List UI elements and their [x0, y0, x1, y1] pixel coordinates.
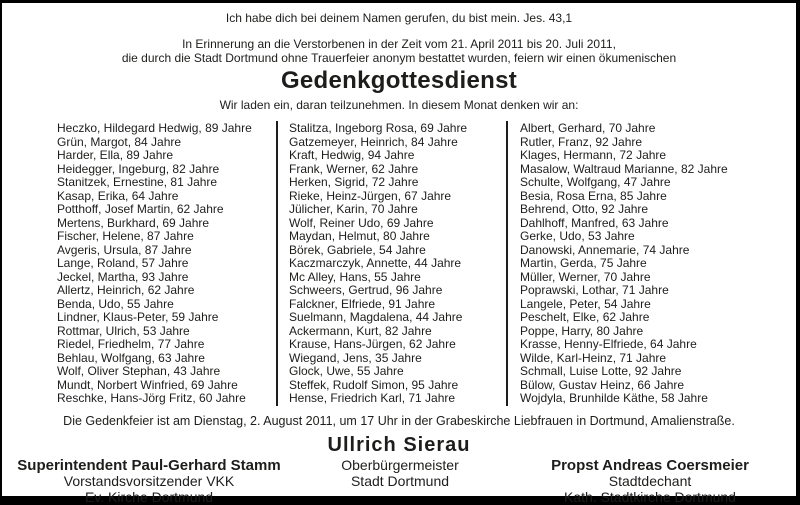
notice-title: Gedenkgottesdienst — [280, 67, 518, 94]
signatory-left — [2, 458, 296, 505]
deceased-entry: Fischer, Helene, 87 Jahre — [57, 229, 194, 243]
deceased-entry: Mertens, Burkhard, 69 Jahre — [57, 215, 210, 230]
signatory-right-org: Kath. Stadtkirche Dortmund — [564, 488, 736, 505]
deceased-entry: Wojdyla, Brunhilde Käthe, 58 Jahre — [520, 391, 708, 405]
deceased-entry: Wolf, Oliver Stephan, 43 Jahre — [57, 364, 221, 378]
deceased-entry: Poprawski, Lothar, 71 Jahre — [520, 283, 669, 297]
deceased-entry: Klages, Hermann, 72 Jahre — [520, 148, 667, 162]
deceased-entry: Kasap, Erika, 64 Jahre — [57, 188, 179, 203]
signatory-center — [296, 458, 504, 505]
deceased-entry: Besia, Rosa Erna, 85 Jahre — [520, 188, 667, 203]
deceased-entry: Heczko, Hildegard Hedwig, 89 Jahre — [57, 121, 252, 135]
deceased-entry: Maydan, Helmut, 80 Jahre — [289, 229, 430, 243]
deceased-entry: Stanitzek, Ernestine, 81 Jahre — [57, 175, 218, 189]
deceased-list — [2, 121, 796, 406]
deceased-entry: Allertz, Heinrich, 62 Jahre — [57, 283, 195, 297]
intro-line-1: In Erinnerung an die Verstorbenen in der Zeit vom 21. April 2011 bis 20. Juli 2011, — [182, 37, 616, 51]
deceased-entry: Wilde, Karl-Heinz, 71 Jahre — [520, 350, 667, 365]
deceased-entry: Albert, Gerhard, 70 Jahre — [520, 121, 656, 135]
deceased-entry: Kraft, Hedwig, 94 Jahre — [289, 148, 415, 162]
signatory-right — [504, 458, 796, 505]
deceased-entry: Gerke, Udo, 53 Jahre — [520, 229, 635, 243]
deceased-entry: Dahlhoff, Manfred, 63 Jahre — [520, 215, 669, 230]
deceased-entry: Wiegand, Jens, 35 Jahre — [289, 350, 422, 365]
signatories-row — [2, 458, 796, 505]
deceased-entry: Rottmar, Ulrich, 53 Jahre — [57, 323, 190, 338]
deceased-entry: Behlau, Wolfgang, 63 Jahre — [57, 350, 205, 365]
intro-line-2: die durch die Stadt Dortmund ohne Trauerfeier anonym bestattet wurden, feiern wir einen ökumenischen — [121, 51, 677, 65]
deceased-entry: Avgeris, Ursula, 87 Jahre — [57, 242, 192, 257]
signatory-center-org: Stadt Dortmund — [350, 472, 450, 489]
intro-text — [2, 37, 796, 65]
signatory-left-role: Vorstandsvorsitzender VKK — [63, 473, 235, 489]
deceased-entry: Lindner, Klaus-Peter, 59 Jahre — [57, 310, 219, 324]
deceased-entry: Börek, Gabriele, 54 Jahre — [289, 242, 426, 257]
deceased-entry: Falckner, Elfriede, 91 Jahre — [289, 296, 436, 311]
deceased-entry: Benda, Udo, 55 Jahre — [57, 296, 174, 311]
deceased-entry: Danowski, Annemarie, 74 Jahre — [520, 242, 690, 257]
deceased-column-1 — [2, 121, 276, 406]
deceased-entry: Schmall, Luise Lotte, 92 Jahre — [520, 364, 682, 378]
deceased-entry: Rutler, Franz, 92 Jahre — [520, 134, 643, 149]
deceased-entry: Harder, Ella, 89 Jahre — [57, 148, 174, 162]
deceased-entry: Mc Alley, Hans, 55 Jahre — [289, 269, 421, 284]
deceased-entry: Masalow, Waltraud Marianne, 82 Jahre — [520, 161, 728, 176]
deceased-entry: Martin, Gerda, 75 Jahre — [520, 256, 647, 270]
deceased-entry: Müller, Werner, 70 Jahre — [520, 269, 651, 284]
deceased-entry: Gatzemeyer, Heinrich, 84 Jahre — [289, 134, 458, 149]
deceased-entry: Frank, Werner, 62 Jahre — [289, 161, 419, 176]
deceased-entry: Jülicher, Karin, 70 Jahre — [289, 202, 418, 216]
signatory-right-name: Propst Andreas Coersmeier — [551, 457, 749, 474]
deceased-entry: Mundt, Norbert Winfried, 69 Jahre — [57, 377, 238, 392]
deceased-entry: Rieke, Heinz-Jürgen, 67 Jahre — [289, 188, 452, 203]
deceased-entry: Suelmann, Magdalena, 44 Jahre — [289, 310, 463, 324]
event-info: Die Gedenkfeier ist am Dienstag, 2. August 2011, um 17 Uhr in der Grabeskirche Liebfrauen in Dortmund, Amalienstraße. — [63, 414, 735, 428]
deceased-entry: Lange, Roland, 57 Jahre — [57, 256, 189, 270]
deceased-entry: Herken, Sigrid, 72 Jahre — [289, 175, 419, 189]
signatory-left-name: Superintendent Paul-Gerhard Stamm — [17, 457, 281, 474]
scripture-quote: Ich habe dich bei deinem Namen gerufen, du bist mein. Jes. 43,1 — [225, 11, 573, 25]
deceased-entry: Poppe, Harry, 80 Jahre — [520, 323, 644, 338]
deceased-entry: Bülow, Gustav Heinz, 66 Jahre — [520, 377, 685, 392]
deceased-entry: Kaczmarczyk, Annette, 44 Jahre — [289, 256, 462, 270]
deceased-entry: Peschelt, Elke, 62 Jahre — [520, 310, 650, 324]
deceased-entry: Steffek, Rudolf Simon, 95 Jahre — [289, 377, 459, 392]
deceased-entry: Behrend, Otto, 92 Jahre — [520, 202, 649, 216]
deceased-entry: Hense, Friedrich Karl, 71 Jahre — [289, 391, 456, 405]
deceased-entry: Riedel, Friedhelm, 77 Jahre — [57, 337, 205, 351]
deceased-entry: Reschke, Hans-Jörg Fritz, 60 Jahre — [57, 391, 246, 405]
deceased-entry: Potthoff, Josef Martin, 62 Jahre — [57, 202, 224, 216]
deceased-column-3 — [508, 121, 796, 406]
deceased-entry: Jeckel, Martha, 93 Jahre — [57, 269, 189, 284]
deceased-column-2 — [278, 121, 506, 406]
deceased-entry: Schweers, Gertrud, 96 Jahre — [289, 283, 443, 297]
deceased-entry: Glock, Uwe, 55 Jahre — [289, 364, 404, 378]
signatory-right-role: Stadtdechant — [608, 473, 692, 489]
signatory-left-org: Ev. Kirche Dortmund — [84, 488, 214, 505]
deceased-entry: Ackermann, Kurt, 82 Jahre — [289, 323, 432, 338]
deceased-entry: Stalitza, Ingeborg Rosa, 69 Jahre — [289, 121, 468, 135]
signatory-center-role: Oberbürgermeister — [341, 457, 459, 473]
deceased-entry: Schulte, Wolfgang, 47 Jahre — [520, 175, 671, 189]
invitation-text: Wir laden ein, daran teilzunehmen. In diesem Monat denken wir an: — [219, 98, 579, 112]
deceased-entry: Heidegger, Ingeburg, 82 Jahre — [57, 161, 220, 176]
deceased-entry: Krasse, Henny-Elfriede, 64 Jahre — [520, 337, 697, 351]
deceased-entry: Grün, Margot, 84 Jahre — [57, 134, 182, 149]
deceased-entry: Krause, Hans-Jürgen, 62 Jahre — [289, 337, 456, 351]
deceased-entry: Langele, Peter, 54 Jahre — [520, 296, 651, 311]
mayor-name: Ullrich Sierau — [327, 434, 471, 456]
deceased-entry: Wolf, Reiner Udo, 69 Jahre — [289, 215, 434, 230]
